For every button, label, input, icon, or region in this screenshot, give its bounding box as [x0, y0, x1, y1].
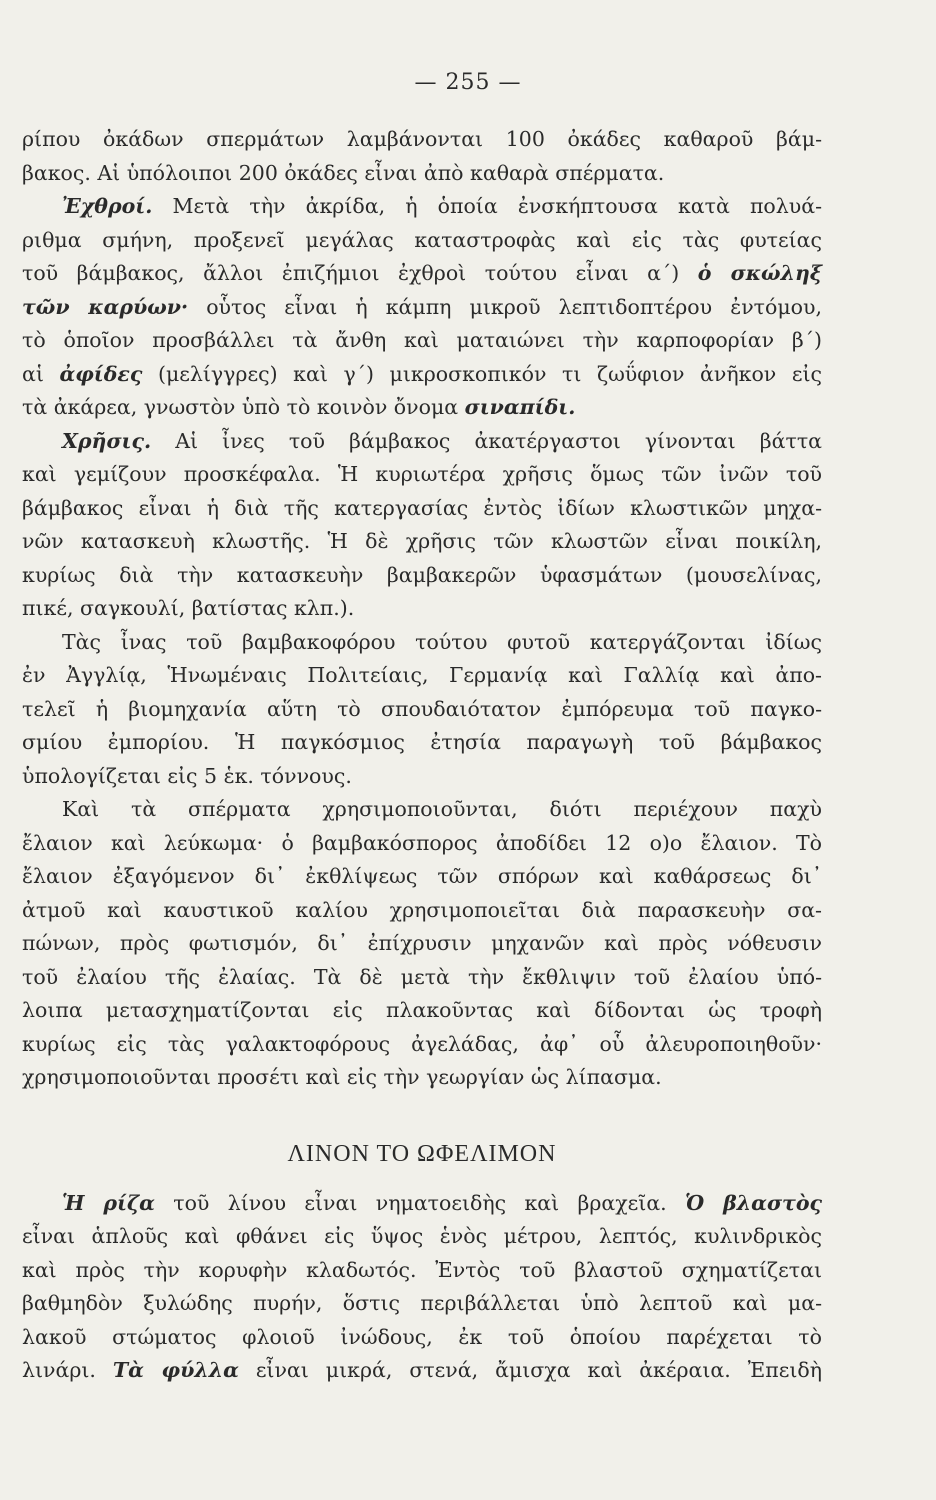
text-line: εἶναι ἁπλοῦς καὶ φθάνει εἰς ὕψος ἑνὸς μέτρου, λεπτός, κυλινδρικὸς: [22, 1224, 822, 1248]
text-line: Ἡ ρίζα τοῦ λίνου εἶναι νηματοειδὴς καὶ βραχεῖα. Ὁ βλαστὸς: [62, 1190, 823, 1215]
text-line: πώνων, πρὸς φωτισμόν, δι᾿ ἐπίχρυσιν μηχανῶν καὶ πρὸς νόθευσιν: [22, 931, 822, 955]
paragraphs-cotton: [22, 123, 822, 1095]
page-body: [22, 123, 822, 1388]
text-line: Καὶ τὰ σπέρματα χρησιμοποιοῦνται, διότι περιέχουν παχὺ: [62, 797, 822, 821]
text-line: καὶ γεμίζουν προσκέφαλα. Ἡ κυριωτέρα χρῆσις ὅμως τῶν ἰνῶν τοῦ: [22, 462, 822, 486]
text-line: τὸ ὁποῖον προσβάλλει τὰ ἄνθη καὶ ματαιώνει τὴν καρποφορίαν β΄): [22, 328, 822, 352]
text-line: βαθμηδὸν ξυλώδης πυρήν, ὅστις περιβάλλεται ὑπὸ λεπτοῦ καὶ μα-: [22, 1291, 822, 1315]
text-line: ἔλαιον καὶ λεύκωμα· ὁ βαμβακόσπορος ἀποδίδει 12 ο)ο ἔλαιον. Τὸ: [22, 830, 822, 855]
text-line: λινάρι. Τὰ φύλλα εἶναι μικρά, στενά, ἄμισχα καὶ ἀκέραια. Ἐπειδὴ: [22, 1358, 822, 1382]
text-line: ριθμα σμήνη, προξενεῖ μεγάλας καταστροφὰς καὶ εἰς τὰς φυτείας: [22, 227, 822, 252]
text-line: χρησιμοποιοῦνται προσέτι καὶ εἰς τὴν γεωργίαν ὡς λίπασμα.: [22, 1065, 662, 1089]
text-line: ἀτμοῦ καὶ καυστικοῦ καλίου χρησιμοποιεῖται διὰ παρασκευὴν σα-: [22, 897, 822, 922]
text-line: τοῦ βάμβακος, ἄλλοι ἐπιζήμιοι ἐχθροὶ τούτου εἶναι α΄) ὁ σκώληξ: [22, 261, 823, 285]
text-line: τὰ ἀκάρεα, γνωστὸν ὑπὸ τὸ κοινὸν ὄνομα σιναπίδι.: [22, 395, 576, 419]
text-line: ἐν Ἀγγλίᾳ, Ἡνωμέναις Πολιτείαις, Γερμανίᾳ καὶ Γαλλίᾳ καὶ ἀπο-: [22, 663, 822, 687]
text-line: βακος. Αἱ ὑπόλοιποι 200 ὀκάδες εἶναι ἀπὸ καθαρὰ σπέρματα.: [22, 160, 665, 185]
text-line: Τὰς ἶνας τοῦ βαμβακοφόρου τούτου φυτοῦ κατεργάζονται ἰδίως: [62, 629, 822, 654]
text-line: σμίου ἐμπορίου. Ἡ παγκόσμιος ἐτησία παραγωγὴ τοῦ βάμβακος: [22, 730, 822, 754]
text-line: καὶ πρὸς τὴν κορυφὴν κλαδωτός. Ἐντὸς τοῦ βλαστοῦ σχηματίζεται: [22, 1257, 822, 1282]
text-line: ὑπολογίζεται εἰς 5 ἑκ. τόννους.: [22, 763, 352, 788]
text-line: ἔλαιον ἐξαγόμενον δι᾿ ἐκθλίψεως τῶν σπόρων καὶ καθάρσεως δι᾿: [22, 864, 822, 888]
text-line: κυρίως εἰς τὰς γαλακτοφόρους ἀγελάδας, ἀφ᾿ οὗ ἀλευροποιηθοῦν·: [22, 1031, 822, 1056]
text-line: λακοῦ στώματος φλοιοῦ ἰνώδους, ἐκ τοῦ ὁποίου παρέχεται τὸ: [22, 1324, 822, 1349]
page-number: — 255 —: [414, 70, 522, 95]
text-line: τοῦ ἐλαίου τῆς ἐλαίας. Τὰ δὲ μετὰ τὴν ἔκθλιψιν τοῦ ἐλαίου ὑπό-: [22, 964, 822, 989]
text-line: βάμβακος εἶναι ἡ διὰ τῆς κατεργασίας ἐντὸς ἰδίων κλωστικῶν μηχα-: [22, 495, 822, 520]
text-line: νῶν κατασκευὴ κλωστῆς. Ἡ δὲ χρῆσις τῶν κλωστῶν εἶναι ποικίλη,: [22, 529, 822, 553]
text-line: πικέ, σαγκουλί, βατίστας κλπ.).: [22, 596, 355, 620]
text-line: ρίπου ὀκάδων σπερμάτων λαμβάνονται 100 ὀκάδες καθαροῦ βάμ-: [22, 127, 822, 151]
text-line: Χρῆσις. Αἱ ἶνες τοῦ βάμβακος ἀκατέργαστοι γίνονται βάττα: [62, 428, 822, 453]
text-line: αἱ ἀφίδες (μελίγγρες) καὶ γ΄) μικροσκοπικόν τι ζωΰφιον ἀνῆκον εἰς: [22, 361, 822, 386]
text-line: κυρίως διὰ τὴν κατασκευὴν βαμβακερῶν ὑφασμάτων (μουσελίνας,: [22, 562, 822, 587]
paragraphs-flax: [22, 1187, 822, 1388]
text-line: λοιπα μετασχηματίζονται εἰς πλακοῦντας καὶ δίδονται ὡς τροφὴ: [22, 998, 822, 1022]
section-heading: ΛΙΝΟΝ ΤΟ ΩΦΕΛΙΜΟΝ: [287, 1140, 557, 1167]
text-line: Ἐχθροί. Μετὰ τὴν ἀκρίδα, ἡ ὁποία ἐνσκήπτουσα κατὰ πολυά-: [62, 194, 822, 218]
text-line: τῶν καρύων· οὗτος εἶναι ἡ κάμπη μικροῦ λεπτιδοπτέρου ἐντόμου,: [22, 294, 822, 319]
text-line: τελεῖ ἡ βιομηχανία αὕτη τὸ σπουδαιότατον ἐμπόρευμα τοῦ παγκο-: [22, 696, 822, 721]
